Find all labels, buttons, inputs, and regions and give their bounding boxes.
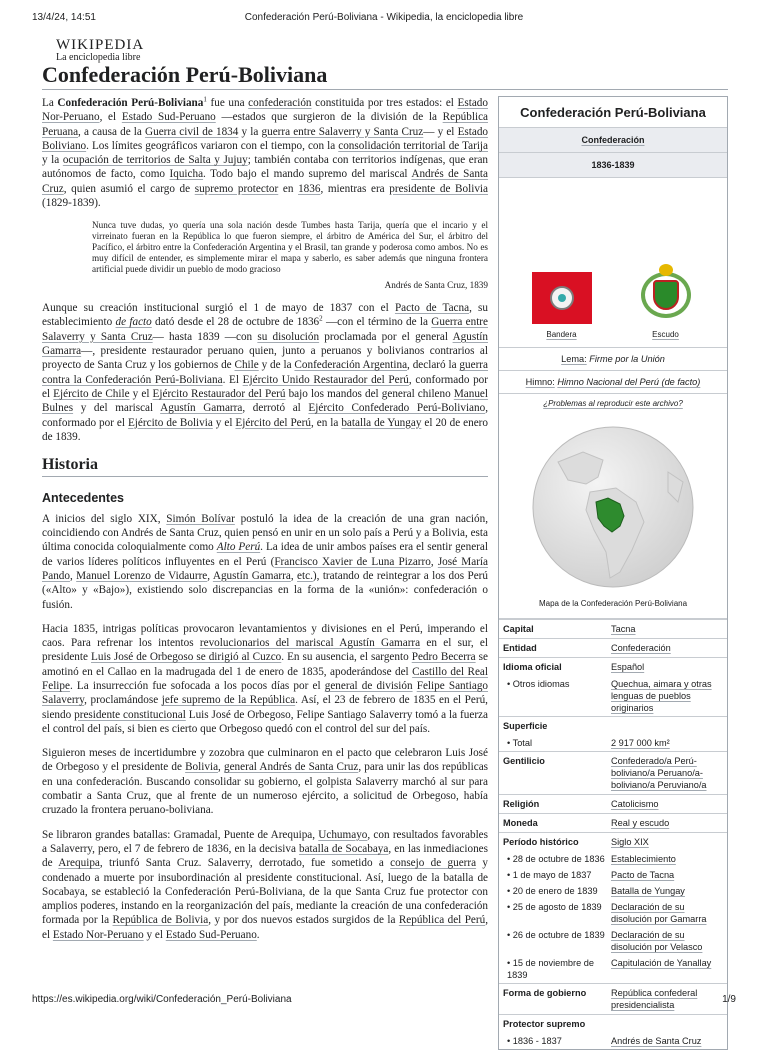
link-general-santa-cruz[interactable]: general Andrés de Santa Cruz bbox=[223, 761, 359, 774]
link-luna-pizarro[interactable]: Francisco Xavier de Luna Pizarro bbox=[274, 555, 431, 568]
page-title: Confederación Perú-Boliviana bbox=[42, 62, 328, 87]
santa-cruz-quote bbox=[92, 220, 488, 291]
link-gamarra-3[interactable]: Agustín Gamarra bbox=[212, 569, 291, 582]
print-tab-title: Confederación Perú-Boliviana - Wikipedia, la enciclopedia libre bbox=[244, 12, 524, 23]
link-uchumayo[interactable]: Uchumayo bbox=[318, 828, 368, 841]
infobox-row-value[interactable]: República confederal presidencialista bbox=[611, 988, 698, 1010]
infobox-row-value[interactable]: Español bbox=[611, 662, 645, 672]
infobox-himno bbox=[499, 371, 727, 394]
print-footer bbox=[0, 994, 768, 1008]
infobox-row-value[interactable]: Batalla de Yungay bbox=[611, 886, 685, 896]
link-jefe-supremo[interactable]: jefe supremo de la República bbox=[161, 694, 296, 707]
infobox-row bbox=[499, 867, 727, 883]
infobox-row bbox=[499, 794, 727, 813]
infobox-row bbox=[499, 735, 727, 751]
intro-paragraph: La Confederación Perú-Boliviana$^1$ fue una confederación constituida por tres estados: el Estado Nor-Peruano, el Estado Sud-Peruano —estados que surgieron de la división de la República Peruana, a causa de la Guerra civil de 1834 y la guerra entre Salaverry y Santa Cruz— y el Estado Boliviano. Los límites geográficos variaron con el tiempo, con la consolidación territorial de Tarija y la ocupación de territorios de Salta y Jujuy; también contaba con territorios indígenas, que eran autónomos de facto, como Iquicha. Todo bajo el mando supremo del mariscal Andrés de Santa Cruz, quien asumió el cargo de supremo protector en 1836, mientras era presidente de Bolivia (1829-1839). bbox=[42, 95, 489, 210]
infobox-row-value[interactable]: Siglo XIX bbox=[611, 837, 649, 847]
link-estado-nor-peruano-2[interactable]: Estado Nor-Peruano bbox=[52, 928, 144, 941]
print-header bbox=[0, 12, 768, 26]
link-alto-peru[interactable]: Alto Perú bbox=[216, 541, 261, 554]
flag-caption[interactable]: Bandera bbox=[546, 330, 577, 339]
infobox-row bbox=[499, 619, 727, 638]
infobox-row-label: Período histórico bbox=[503, 837, 579, 847]
infobox-row bbox=[499, 899, 727, 927]
infobox-row-value[interactable]: Pacto de Tacna bbox=[611, 870, 675, 880]
wikipedia-tagline: La enciclopedia libre bbox=[56, 52, 141, 63]
link-bolivar[interactable]: Simón Bolívar bbox=[166, 512, 235, 525]
link-ejercito-chile[interactable]: Ejército de Chile bbox=[53, 387, 130, 400]
infobox-row bbox=[499, 851, 727, 867]
infobox-row-value[interactable]: Tacna bbox=[611, 624, 636, 634]
link-ejercito-bolivia[interactable]: Ejército de Bolivia bbox=[127, 416, 213, 429]
infobox-row-label: • 28 de octubre de 1836 bbox=[507, 854, 605, 864]
link-revolucionarios[interactable]: revolucionarios del mariscal Agustín Gamarra bbox=[199, 637, 421, 650]
shield-icon bbox=[653, 280, 679, 310]
infobox-row-value[interactable]: Capitulación de Yanallay bbox=[611, 958, 712, 968]
infobox-row bbox=[499, 927, 727, 955]
map-caption: Mapa de la Confederación Perú-Boliviana bbox=[538, 599, 688, 608]
infobox-row bbox=[499, 638, 727, 657]
link-consolidacion-tarija[interactable]: consolidación territorial de Tarija bbox=[338, 139, 488, 152]
link-general-division[interactable]: general de división bbox=[324, 679, 413, 692]
link-estado-nor-peruano[interactable]: Estado Nor-Peruano bbox=[42, 97, 488, 124]
infobox-row-label: • 1836 - 1837 bbox=[507, 1036, 562, 1046]
infobox-row-label: • 15 de noviembre de 1839 bbox=[507, 958, 594, 980]
infobox-row-value[interactable]: Declaración de su disolución por Gamarra bbox=[611, 902, 707, 924]
link-chile[interactable]: Chile bbox=[234, 359, 259, 372]
infobox-symbols bbox=[499, 178, 727, 348]
wikipedia-logo[interactable] bbox=[56, 37, 166, 63]
infobox-years: 1836-1839 bbox=[499, 153, 727, 178]
quote-cite: Andrés de Santa Cruz, 1839 bbox=[384, 280, 488, 291]
infobox-type bbox=[499, 128, 727, 153]
infobox-row-value[interactable]: Establecimiento bbox=[611, 854, 676, 864]
infobox-row bbox=[499, 676, 727, 716]
infobox-row-label: • 25 de agosto de 1839 bbox=[507, 902, 602, 912]
link-presidente-bolivia[interactable]: presidente de Bolivia bbox=[389, 182, 488, 195]
link-ejercito-confederado[interactable]: Ejército Confederado Perú-Boliviano bbox=[308, 402, 486, 415]
flag-emblem-icon bbox=[550, 286, 574, 310]
infobox-row-label: • Total bbox=[507, 738, 533, 748]
infobox-row-value[interactable]: Andrés de Santa Cruz bbox=[611, 1036, 702, 1046]
infobox-row-label: Protector supremo bbox=[503, 1019, 586, 1029]
link-republica-bolivia[interactable]: República de Bolivia bbox=[112, 914, 209, 927]
link-pacto-tacna[interactable]: Pacto de Tacna bbox=[394, 302, 470, 315]
infobox-row bbox=[499, 883, 727, 899]
antecedentes-paragraph-1: A inicios del siglo XIX, Simón Bolívar postuló la idea de la creación de una gran nación, coincidiendo con Andrés de Santa Cruz, quien pensó en unir en un solo país a Perú y a Bolivia, esta última conocida coloquialmente como Alto Perú. La idea de unir ambos países era el sentir general de varios líderes políticos influyentes en el Perú (Francisco Xavier de Luna Pizarro, José María Pando, Manuel Lorenzo de Vidaurre, Agustín Gamarra, etc.), tratando de reintegrar a los dos Perú («Alto» y «Bajo»), existiendo solo discrepancias en la forma de la «unión»: confederación o fusión. bbox=[42, 512, 489, 611]
flag-image[interactable] bbox=[532, 272, 592, 324]
link-de-facto[interactable]: de facto bbox=[115, 316, 152, 329]
link-bolivia[interactable]: Bolivia bbox=[185, 761, 219, 774]
infobox-row-value[interactable]: 2 917 000 km² bbox=[611, 738, 670, 748]
link-guerra-contra-confederacion[interactable]: guerra contra la Confederación Perú-Boliviana bbox=[42, 359, 488, 386]
globe-map-image[interactable] bbox=[528, 422, 698, 592]
link-santa-cruz[interactable]: Andrés de Santa Cruz bbox=[42, 168, 489, 195]
infobox-row bbox=[499, 751, 727, 794]
lema-value: Firme por la Unión bbox=[589, 354, 665, 364]
section-heading-historia: Historia bbox=[42, 458, 488, 477]
infobox-row-label: • 26 de octubre de 1839 bbox=[507, 930, 605, 940]
infobox-row-label: Religión bbox=[503, 799, 540, 809]
infobox-lema bbox=[499, 348, 727, 371]
infobox-row-value[interactable]: Declaración de su disolución por Velasco bbox=[611, 930, 703, 952]
link-castillo-real-felipe[interactable]: Castillo del Real Felipe bbox=[42, 665, 488, 692]
link-gamarra[interactable]: Agustín Gamarra bbox=[42, 330, 489, 358]
infobox-row bbox=[499, 1033, 727, 1049]
link-batalla-yungay[interactable]: batalla de Yungay bbox=[341, 416, 422, 429]
antecedentes-paragraph-2: Hacia 1835, intrigas políticas provocaron levantamientos y divisiones en el Perú, imperando el caos. Para refrenar los intentos revolucionarios del mariscal Agustín Gamarra en el sur, el presidente Luis José de Orbegoso se dirigió al Cuzco. En su ausencia, el sargento Pedro Becerra se amotinó en el Callao en la madrugada del 1 de enero de 1835, apoderándose del Castillo del Real Felipe. La insurrección fue sofocada a los pocos días por el general de división Felipe Santiago Salaverry, proclamándose jefe supremo de la República. Así, el 23 de febrero de 1835 en el Perú, siendo presidente constitucional Luis José de Orbegoso, Felipe Santiago Salaverry tomó a la fuerza el control del país, si bien es cierto que Orbegoso quedó con el control del sur del país. bbox=[42, 622, 489, 735]
wikipedia-wordmark: WIKIPEDIA bbox=[56, 37, 145, 53]
print-url: https://es.wikipedia.org/wiki/Confederación_Perú-Boliviana bbox=[32, 994, 292, 1005]
infobox-row bbox=[499, 657, 727, 676]
audio-problem-link[interactable]: ¿Problemas al reproducir este archivo? bbox=[543, 399, 683, 408]
infobox-row-value bbox=[611, 1018, 723, 1030]
link-ocupacion-salta[interactable]: ocupación de territorios de Salta y Jujuy bbox=[62, 154, 248, 167]
link-guerra-civil-1834[interactable]: Guerra civil de 1834 bbox=[145, 125, 239, 138]
link-vidaurre[interactable]: Manuel Lorenzo de Vidaurre bbox=[76, 569, 208, 582]
infobox-type-link[interactable]: Confederación bbox=[581, 135, 645, 145]
link-ejercito-peru[interactable]: Ejército del Perú bbox=[235, 416, 311, 429]
link-estado-boliviano[interactable]: Estado Boliviano bbox=[42, 125, 489, 152]
infobox-title: Confederación Perú-Boliviana bbox=[499, 97, 727, 128]
infobox-row-label: Entidad bbox=[503, 643, 537, 653]
audio-help bbox=[499, 394, 727, 416]
infobox-row-label: Capital bbox=[503, 624, 534, 634]
link-consejo-guerra[interactable]: consejo de guerra bbox=[390, 857, 477, 870]
link-etc[interactable]: etc. bbox=[297, 569, 313, 582]
link-ejercito-unido[interactable]: Ejército Unido Restaurador del Perú bbox=[242, 373, 409, 386]
link-confederacion[interactable]: confederación bbox=[248, 97, 312, 109]
quote-text: Nunca tuve dudas, yo quería una sola nación desde Tumbes hasta Tarija, quería que el incario y el virreinato fueran en la República lo que fueron siempre, el árbitro de América del Sur, el árbitro del Pacífico, el árbitro entre la Confederación Argentina y el Brasil, tan grande y poderosa como ambos. No es muy difícil de entender, es simplemente mirar el mapa y saberlo, es saber además que ninguna frontera artificial puede dividir un pueblo de modo gracioso bbox=[92, 220, 488, 274]
link-presidente-constitucional[interactable]: presidente constitucional bbox=[74, 708, 186, 721]
infobox-row-value[interactable]: Real y escudo bbox=[611, 818, 670, 828]
infobox-row bbox=[499, 813, 727, 832]
link-orbegoso[interactable]: Luis José de Orbegoso se dirigió al Cuzco bbox=[91, 651, 282, 664]
coat-caption[interactable]: Escudo bbox=[652, 330, 679, 339]
print-page-number: 1/9 bbox=[722, 994, 736, 1005]
link-pedro-becerra[interactable]: Pedro Becerra bbox=[411, 651, 476, 664]
creation-paragraph: Aunque su creación institucional surgió el 1 de mayo de 1837 con el Pacto de Tacna, su establecimiento de facto dató desde el 28 de octubre de 1836$^2$ —con el término de la Guerra entre Salaverry y Santa Cruz— hasta 1839 —con su disolución proclamada por el general Agustín Gamarra—, presidente restaurador peruano quien, junto a peruanos y bolivianos contrarios al proyecto de Santa Cruz y los gobiernos de Chile y de la Confederación Argentina, declaró la guerra contra la Confederación Perú-Boliviana. El Ejército Unido Restaurador del Perú, conformado por el Ejército de Chile y el Ejército Restaurador del Perú bajo los mandos del general chileno Manuel Bulnes y del mariscal Agustín Gamarra, derrotó al Ejército Confederado Perú-Boliviano, conformado por el Ejército de Bolivia y el Ejército del Perú, en la batalla de Yungay el 20 de enero de 1839. bbox=[42, 302, 489, 443]
link-confederacion-argentina[interactable]: Confederación Argentina bbox=[294, 359, 408, 372]
himno-label[interactable]: Himno: bbox=[525, 377, 555, 387]
infobox-map bbox=[499, 416, 727, 619]
link-supremo-protector[interactable]: supremo protector bbox=[194, 182, 279, 195]
infobox-row-label: Idioma oficial bbox=[503, 662, 562, 672]
sun-icon bbox=[659, 264, 673, 276]
infobox-rows bbox=[499, 619, 727, 1049]
link-republica-peru[interactable]: República del Perú bbox=[398, 914, 486, 927]
link-guerra-salaverry[interactable]: guerra entre Salaverry y Santa Cruz bbox=[261, 125, 424, 138]
infobox-row-label: Forma de gobierno bbox=[503, 988, 587, 998]
antecedentes-paragraph-3: Siguieron meses de incertidumbre y zozobra que culminaron en el pacto que celebraron Luis José de Orbegoso y el presidente de Bolivia, general Andrés de Santa Cruz, para unir las dos repúblicas en una confederación. Buscando consolidar su gobierno, el golpista Salaverry marchó al sur para combatir a Santa Cruz, que al frente de un numeroso ejército, a solicitud de Orbegoso, había cruzado la frontera peruano-boliviana. bbox=[42, 747, 489, 817]
infobox-row-value[interactable]: Quechua, aimara y otras lenguas de pueblos originarios bbox=[611, 679, 712, 713]
link-batalla-socabaya[interactable]: batalla de Socabaya bbox=[298, 842, 389, 855]
link-estado-sud-peruano-2[interactable]: Estado Sud-Peruano bbox=[165, 928, 257, 941]
link-salaverry[interactable]: Felipe Santiago Salaverry bbox=[42, 679, 489, 707]
infobox-row-value bbox=[611, 720, 723, 732]
infobox-row bbox=[499, 716, 727, 735]
globe-map-icon bbox=[528, 422, 698, 592]
himno-value[interactable]: Himno Nacional del Perú (de facto) bbox=[557, 377, 701, 387]
infobox-row-label: • 20 de enero de 1839 bbox=[507, 886, 598, 896]
subsection-heading-antecedentes: Antecedentes bbox=[42, 491, 124, 506]
infobox-row-label: Gentilicio bbox=[503, 756, 545, 766]
infobox-row bbox=[499, 832, 727, 851]
link-ejercito-restaurador[interactable]: Ejército Restaurador del Perú bbox=[152, 387, 286, 400]
infobox-row-label: • 1 de mayo de 1837 bbox=[507, 870, 592, 880]
article-body bbox=[42, 96, 488, 952]
link-estado-sud-peruano[interactable]: Estado Sud-Peruano bbox=[121, 111, 216, 124]
link-disolucion[interactable]: su disolución bbox=[257, 330, 320, 343]
coat-block bbox=[637, 264, 695, 341]
flag-block bbox=[532, 272, 592, 341]
link-guerra-salaverry-2[interactable]: Guerra entre Salaverry y Santa Cruz bbox=[42, 316, 488, 343]
infobox-row-label: Moneda bbox=[503, 818, 538, 828]
infobox-row bbox=[499, 1014, 727, 1033]
infobox-row-label: Superficie bbox=[503, 721, 548, 731]
link-pando[interactable]: José María Pando bbox=[42, 555, 488, 582]
infobox-row bbox=[499, 955, 727, 983]
infobox bbox=[498, 96, 728, 1050]
print-datetime: 13/4/24, 14:51 bbox=[32, 12, 96, 23]
link-arequipa[interactable]: Arequipa bbox=[58, 857, 100, 870]
infobox-row-value[interactable]: Confederado/a Perú-boliviano/a Peruano/a-boliviano/a Peruviano/a bbox=[611, 756, 707, 790]
infobox-row-label: • Otros idiomas bbox=[507, 679, 570, 689]
link-iquicha[interactable]: Iquicha bbox=[169, 168, 204, 181]
antecedentes-paragraph-4: Se libraron grandes batallas: Gramadal, Puente de Arequipa, Uchumayo, con resultados favorables a Salaverry, pero, el 7 de febrero de 1836, en la decisiva batalla de Socabaya, en las inmediaciones de Arequipa, triunfó Santa Cruz. Salaverry, derrotado, fue sometido a consejo de guerra y condenado a muerte por insubordinación al presidente constitucional. Así, luego de la batalla de Socabaya, se estableció la Confederación Perú-Boliviana, de la que Santa Cruz fue protector con amplios poderes, instando en la reorganización del país, mediante la creación de una confederación formada por la República de Bolivia, y por dos nuevos estados surgidos de la República del Perú, el Estado Nor-Peruano y el Estado Sud-Peruano. bbox=[42, 828, 489, 941]
link-bulnes[interactable]: Manuel Bulnes bbox=[42, 387, 488, 415]
infobox-row-value[interactable]: Confederación bbox=[611, 643, 671, 653]
link-1836[interactable]: 1836 bbox=[298, 182, 321, 195]
title-divider bbox=[42, 89, 728, 90]
link-gamarra-2[interactable]: Agustín Gamarra bbox=[160, 402, 243, 415]
coat-of-arms-image[interactable] bbox=[637, 264, 695, 324]
link-republica-peruana[interactable]: República Peruana bbox=[42, 111, 488, 138]
lema-label[interactable]: Lema: bbox=[561, 354, 587, 364]
infobox-row-value[interactable]: Catolicismo bbox=[611, 799, 659, 809]
